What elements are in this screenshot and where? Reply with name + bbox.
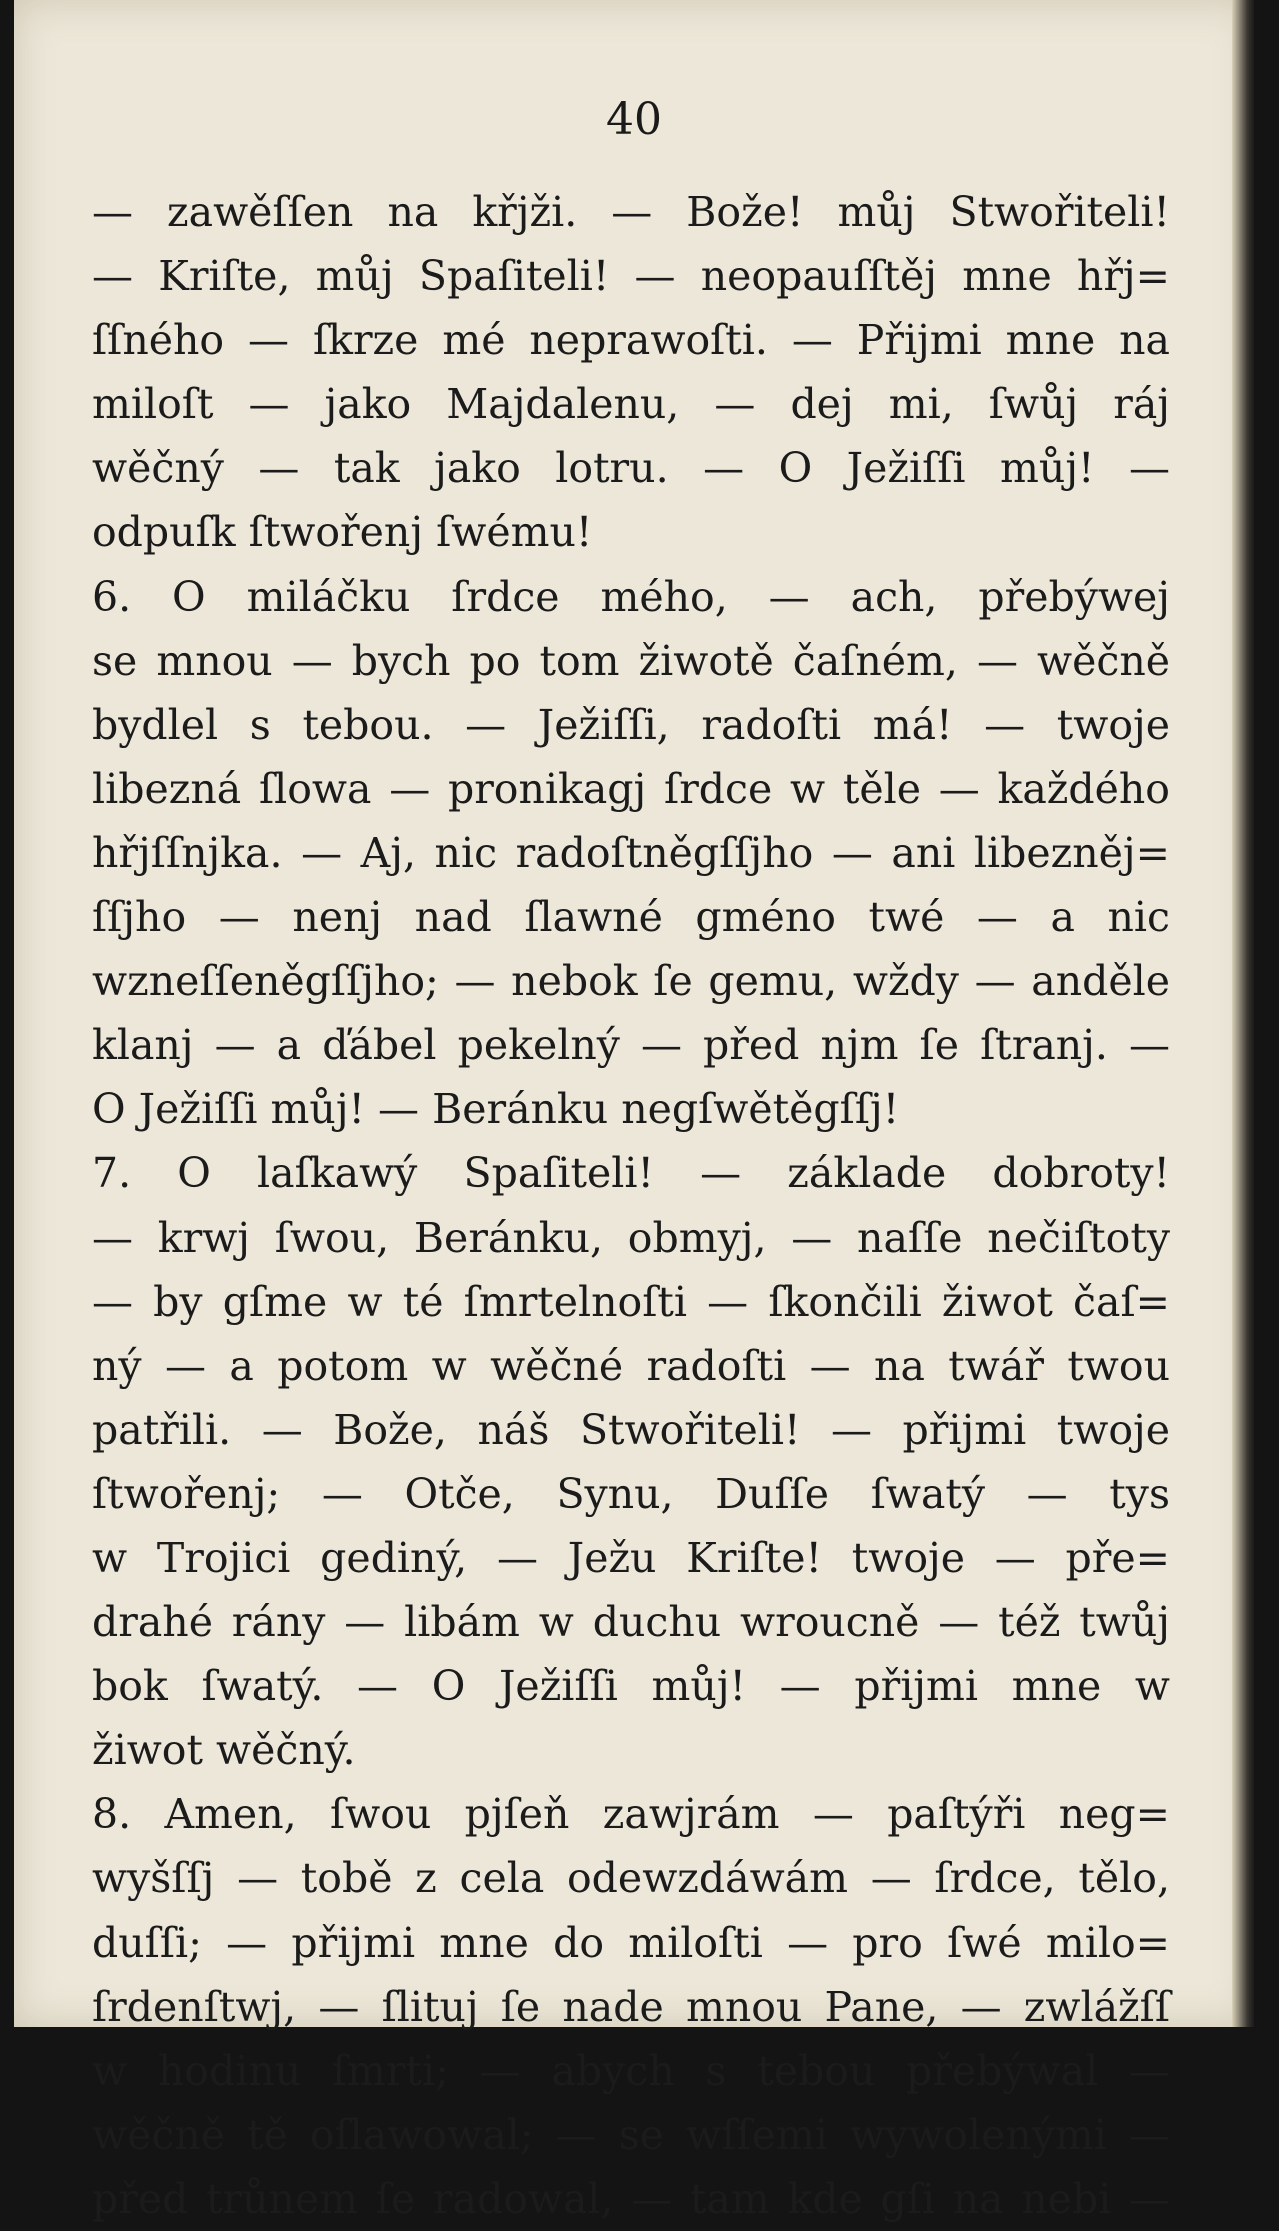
- text-line: ſſjho — nenj nad ſlawné gméno twé — a nic: [92, 893, 1170, 942]
- text-line: se mnou — bych po tom žiwotě čaſném, — wěčně: [92, 636, 1170, 685]
- text-line: wyšſſj — tobě z cela odewzdáwám — ſrdce, tělo,: [92, 1854, 1170, 1903]
- text-line: bydlel s tebou. — Ježiſſi, radoſti má! — twoje: [92, 700, 1170, 749]
- text-line: w hodinu ſmrti; — abych s tebou přebýwal —: [92, 2046, 1170, 2095]
- text-line: patřili. — Bože, náš Stwořiteli! — přijmi twoje: [92, 1405, 1170, 1454]
- page-gutter: [1232, 0, 1254, 2027]
- text-line: wzneſſeněgſſjho; — nebok ſe gemu, wždy — anděle: [92, 957, 1170, 1006]
- body-text: [92, 180, 1170, 2231]
- text-line: odpuſk ſtwořenj ſwému!: [92, 508, 593, 557]
- text-line: wěčně tě oſlawowal; — se wſſemi wywolenými —: [92, 2110, 1170, 2159]
- text-line: ſſného — ſkrze mé neprawoſti. — Přijmi mne na: [92, 316, 1170, 365]
- text-line: — by gſme w té ſmrtelnoſti — ſkončili žiwot čaſ=: [92, 1277, 1170, 1326]
- text-line: — zawěſſen na křjži. — Bože! můj Stwořiteli!: [92, 188, 1170, 236]
- text-line: 7. O laſkawý Spaſiteli! — základe dobroty!: [92, 1149, 1170, 1198]
- text-line: ſtwořenj; — Otče, Synu, Duſſe ſwatý — tys: [92, 1469, 1170, 1518]
- text-line: — Kriſte, můj Spaſiteli! — neopauſſtěj mne hřj=: [92, 252, 1170, 301]
- text-line: ný — a potom w wěčné radoſti — na twář twou: [92, 1341, 1170, 1390]
- text-line: hřjſſnjka. — Aj, nic radoſtněgſſjho — ani libezněj=: [92, 828, 1170, 877]
- text-line: wěčný — tak jako lotru. — O Ježiſſi můj! —: [92, 444, 1170, 493]
- text-line: klanj — a ďábel pekelný — před njm ſe ſtranj. —: [92, 1021, 1170, 1070]
- text-line: bok ſwatý. — O Ježiſſi můj! — přijmi mne w: [92, 1662, 1170, 1711]
- page-number: 40: [606, 94, 662, 145]
- book-page: [14, 0, 1254, 2223]
- text-line: ſrdenſtwj, — ſlituj ſe nade mnou Pane, — zwlážſſ: [92, 1982, 1170, 2031]
- text-line: 8. Amen, ſwou pjſeň zawjrám — paſtýři neg=: [92, 1790, 1170, 1839]
- text-line: libezná ſlowa — pronikagj ſrdce w těle — každého: [92, 764, 1170, 813]
- text-line: duſſi; — přijmi mne do miloſti — pro ſwé milo=: [92, 1918, 1170, 1967]
- text-line: w Trojici gediný, — Ježu Kriſte! twoje — pře=: [92, 1533, 1170, 1582]
- text-line: miloſt — jako Majdalenu, — dej mi, ſwůj ráj: [92, 380, 1170, 429]
- text-line: před trůnem ſe radowal, — tam kde gſi na nebi —: [92, 2174, 1170, 2223]
- text-line: žiwot wěčný.: [92, 1726, 356, 1775]
- text-line: 6. O miláčku ſrdce mého, — ach, přebýwej: [92, 572, 1170, 621]
- text-line: drahé rány — libám w duchu wroucně — též twůj: [92, 1598, 1170, 1647]
- text-line: O Ježiſſi můj! — Beránku negſwětěgſſj!: [92, 1085, 900, 1134]
- text-line: — krwj ſwou, Beránku, obmyj, — naſſe nečiſtoty: [92, 1213, 1170, 1262]
